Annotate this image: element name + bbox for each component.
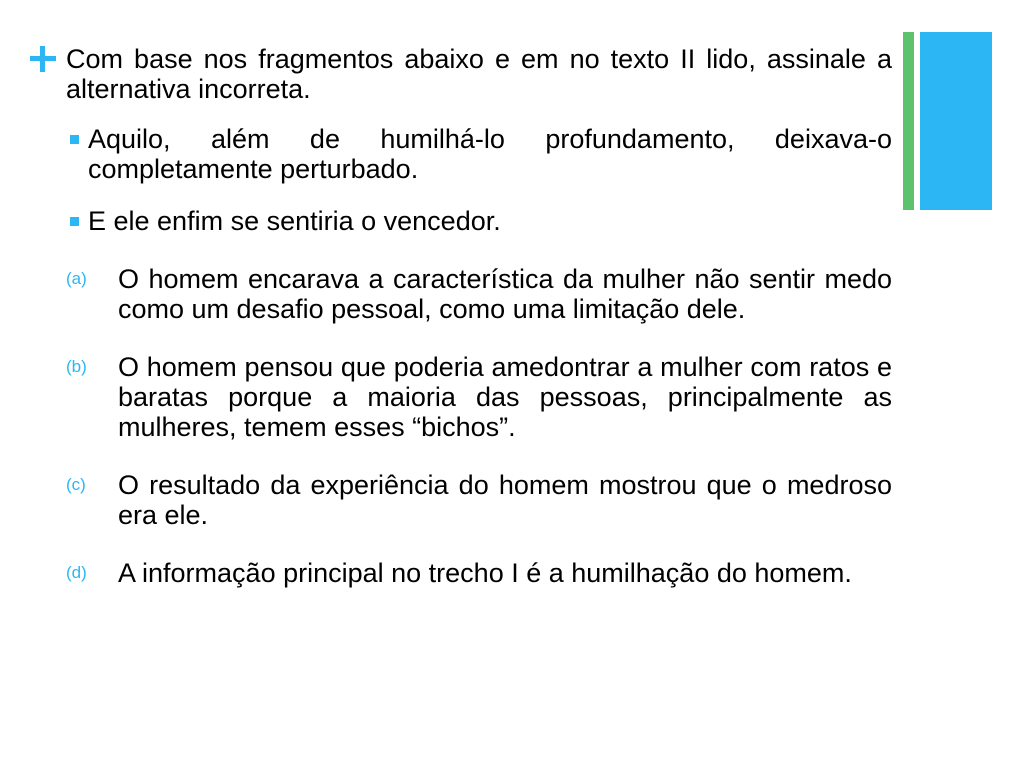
option-text: O resultado da experiência do homem mostrou que o medroso era ele. (118, 470, 892, 530)
square-bullet-icon (70, 135, 79, 144)
fragment-text: E ele enfim se sentiria o vencedor. (88, 206, 501, 236)
accent-bar-blue (920, 32, 992, 210)
slide-content (66, 44, 892, 588)
fragment-item (66, 124, 892, 184)
fragment-text: Aquilo, além de humilhá-lo profundamento, deixava-o completamente perturbado. (88, 124, 892, 184)
square-bullet-icon (70, 217, 79, 226)
option-b (66, 352, 892, 442)
accent-bar-green (903, 32, 914, 210)
option-a (66, 264, 892, 324)
option-letter: (b) (66, 357, 87, 376)
option-c (66, 470, 892, 530)
option-text: A informação principal no trecho I é a humilhação do homem. (118, 558, 852, 588)
option-letter: (c) (66, 475, 86, 494)
option-text: O homem encarava a característica da mulher não sentir medo como um desafio pessoal, como uma limitação dele. (118, 264, 892, 324)
option-text: O homem pensou que poderia amedontrar a mulher com ratos e baratas porque a maioria das pessoas, principalmente as mulheres, temem esses “bichos”. (118, 352, 892, 442)
option-letter: (a) (66, 269, 87, 288)
option-d (66, 558, 892, 588)
fragment-item (66, 206, 892, 236)
option-letter: (d) (66, 563, 87, 582)
question-intro: Com base nos fragmentos abaixo e em no texto II lido, assinale a alternativa incorreta. (66, 44, 892, 104)
plus-icon (30, 46, 56, 72)
